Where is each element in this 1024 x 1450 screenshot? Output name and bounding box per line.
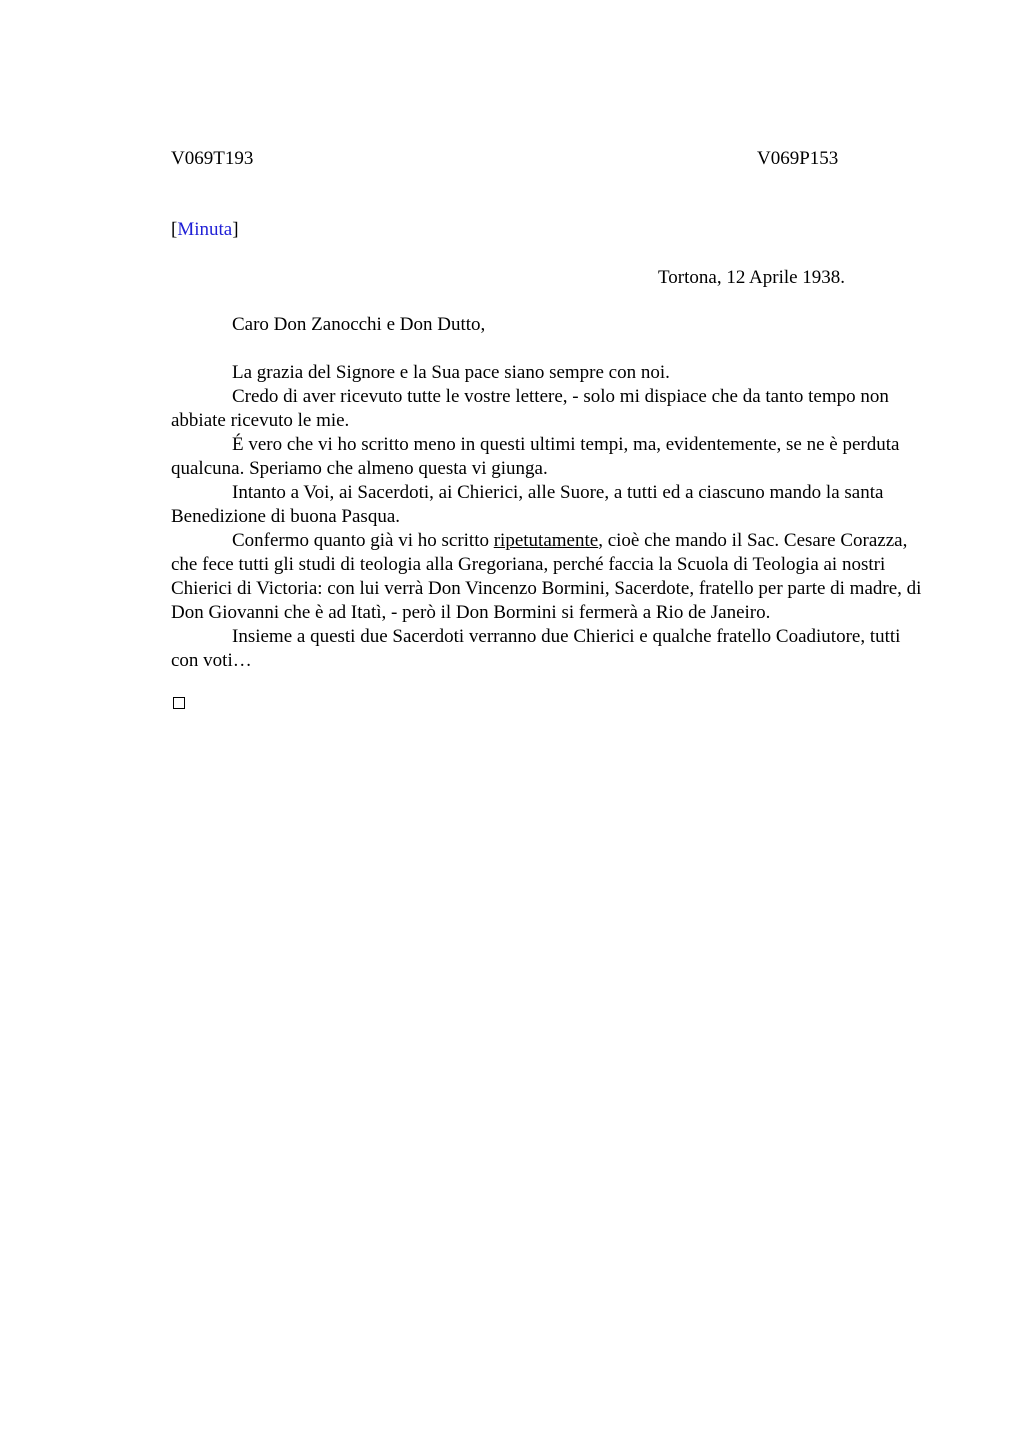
letter-paragraph-5	[171, 529, 931, 625]
letter-paragraph-4: Intanto a Voi, ai Sacerdoti, ai Chierici, alle Suore, a tutti ed a ciascuno mando la santa Benedizione di buona Pasqua.	[171, 482, 884, 527]
open-bracket: [	[171, 219, 178, 240]
paragraph-5-start: Confermo quanto già vi ho scritto	[232, 530, 494, 551]
letter-paragraph-3: É vero che vi ho scritto meno in questi ultimi tempi, ma, evidentemente, se ne è perduta qualcuna. Speriamo che almeno questa vi giunga.	[171, 434, 900, 479]
close-bracket: ]	[232, 219, 239, 240]
paragraph-5-end: , cioè che mando il Sac. Cesare Corazza, che fece tutti gli studi di teologia alla Gregoriana, perché faccia la Scuola di Teologia ai nostri Chierici di Victoria: con lui verrà Don Vincenzo Bormini, Sacerdote, fratello per parte di madre, di Don Giovanni che è ad Itatì, - però il Don Bormini si fermerà a Rio de Janeiro.	[171, 530, 922, 623]
letter-dateline: Tortona, 12 Aprile 1938.	[658, 267, 846, 288]
letter-paragraph-2: Credo di aver ricevuto tutte le vostre lettere, - solo mi dispiace che da tanto tempo non abbiate ricevuto le mie.	[171, 386, 889, 431]
letter-paragraph-1: La grazia del Signore e la Sua pace siano sempre con noi.	[232, 362, 670, 383]
document-code-left: V069T193	[171, 148, 254, 169]
empty-square-icon	[173, 697, 185, 709]
minuta-note	[171, 218, 239, 242]
underlined-word: ripetutamente	[493, 530, 599, 551]
document-code-right: V069P153	[757, 148, 839, 169]
minuta-link[interactable]: Minuta	[177, 219, 233, 240]
letter-salutation: Caro Don Zanocchi e Don Dutto,	[232, 314, 486, 335]
letter-paragraph-6: Insieme a questi due Sacerdoti verranno due Chierici e qualche fratello Coadiutore, tutti con voti…	[171, 626, 901, 671]
letter-body	[171, 361, 931, 673]
